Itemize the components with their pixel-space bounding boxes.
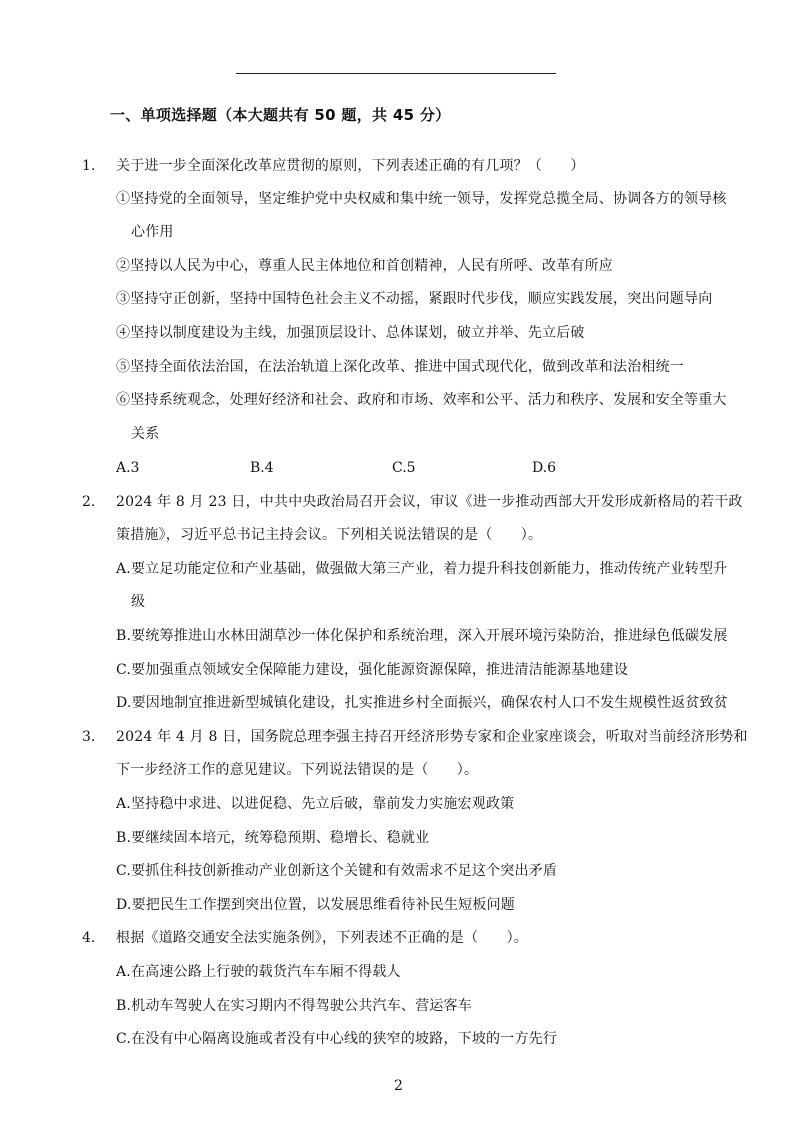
statement-item: ⑤坚持全面依法治国，在法治轨道上深化改革、推进中国式现代化，做到改革和法治相统一 xyxy=(116,359,684,375)
question-number: 1. xyxy=(82,158,96,174)
choice-a[interactable]: A.3 xyxy=(116,460,140,476)
page-number: 2 xyxy=(394,1078,403,1094)
statement-item-continued: 心作用 xyxy=(131,224,174,240)
option-c[interactable]: C.要抓住科技创新推动产业创新这个关键和有效需求不足这个突出矛盾 xyxy=(116,863,558,879)
option-b[interactable]: B.要继续固本培元，统筹稳预期、稳增长、稳就业 xyxy=(116,830,430,846)
option-b[interactable]: B.机动车驾驶人在实习期内不得驾驶公共汽车、营运客车 xyxy=(116,998,472,1014)
option-a[interactable]: A.坚持稳中求进、以进促稳、先立后破，靠前发力实施宏观政策 xyxy=(116,796,515,812)
option-c[interactable]: C.在没有中心隔离设施或者没有中心线的狭窄的坡路，下坡的一方先行 xyxy=(116,1031,558,1047)
option-c[interactable]: C.要加强重点领域安全保障能力建设，强化能源资源保障，推进清洁能源基地建设 xyxy=(116,662,629,678)
option-d[interactable]: D.要把民生工作摆到突出位置，以发展思维看待补民生短板问题 xyxy=(116,897,515,913)
statement-item: ②坚持以人民为中心，尊重人民主体地位和首创精神，人民有所呼、改革有所应 xyxy=(116,258,613,274)
question-stem: 关于进一步全面深化改革应贯彻的原则，下列表述正确的有几项？（ ） xyxy=(116,158,585,174)
question-number: 4. xyxy=(82,930,96,946)
statement-item-continued: 关系 xyxy=(131,426,160,442)
choice-c[interactable]: C.5 xyxy=(392,460,416,476)
header-rule xyxy=(236,73,556,74)
choice-b[interactable]: B.4 xyxy=(250,460,274,476)
question-stem: 2024 年 8 月 23 日，中共中央政治局召开会议，审议《进一步推动西部大开发形成新格局的若干政 xyxy=(116,494,743,510)
option-b[interactable]: B.要统筹推进山水林田湖草沙一体化保护和系统治理，深入开展环境污染防治，推进绿色低碳发展 xyxy=(116,628,728,644)
option-a-continued[interactable]: 级 xyxy=(131,594,146,610)
statement-item: ①坚持党的全面领导，坚定维护党中央权威和集中统一领导，发挥党总揽全局、协调各方的领导核 xyxy=(116,191,727,207)
question-stem: 根据《道路交通安全法实施条例》，下列表述不正确的是（ ）。 xyxy=(116,930,528,946)
section-title: 一、单项选择题（本大题共有 50 题，共 45 分） xyxy=(110,106,451,124)
choice-d[interactable]: D.6 xyxy=(532,460,557,476)
question-number: 2. xyxy=(82,494,96,510)
option-a[interactable]: A.在高速公路上行驶的载货汽车车厢不得载人 xyxy=(116,964,401,980)
option-a[interactable]: A.要立足功能定位和产业基础，做强做大第三产业，着力提升科技创新能力，推动传统产业转型升 xyxy=(116,561,728,577)
statement-item: ④坚持以制度建设为主线，加强顶层设计、总体谋划，破立并举、先立后破 xyxy=(116,325,585,341)
option-d[interactable]: D.要因地制宜推进新型城镇化建设，扎实推进乡村全面振兴，确保农村人口不发生规模性返贫致贫 xyxy=(116,695,728,711)
statement-item: ⑥坚持系统观念，处理好经济和社会、政府和市场、效率和公平、活力和秩序、发展和安全等重大 xyxy=(116,392,727,408)
question-stem: 2024 年 4 月 8 日，国务院总理李强主持召开经济形势专家和企业家座谈会，听取对当前经济形势和 xyxy=(116,729,748,745)
statement-item: ③坚持守正创新，坚持中国特色社会主义不动摇，紧跟时代步伐，顺应实践发展，突出问题导向 xyxy=(116,291,713,307)
question-stem-continued: 下一步经济工作的意见建议。下列说法错误的是（ ）。 xyxy=(116,762,479,778)
question-number: 3. xyxy=(82,729,96,745)
question-stem-continued: 策措施》，习近平总书记主持会议。下列相关说法错误的是（ ）。 xyxy=(116,527,543,543)
